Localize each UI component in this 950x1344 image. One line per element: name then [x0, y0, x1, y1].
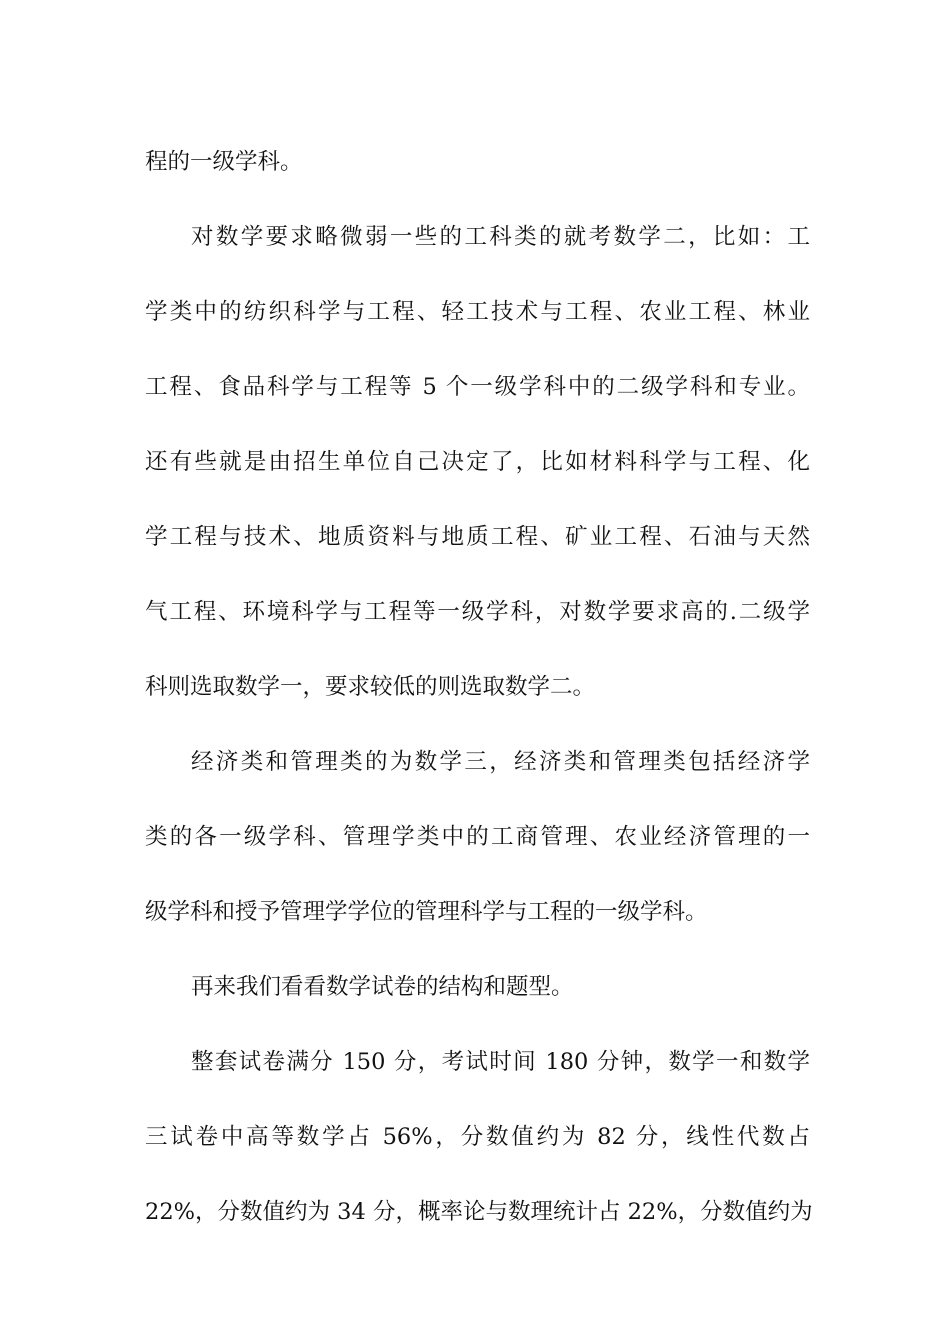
paragraph-line-13: 整套试卷满分 150 分，考试时间 180 分钟，数学一和数学: [191, 1049, 810, 1075]
paragraph-line-12: 再来我们看看数学试卷的结构和题型。: [191, 974, 574, 1000]
document-body: [145, 125, 813, 1250]
paragraph-line-14: 三试卷中高等数学占 56%，分数值约为 82 分，线性代数占: [145, 1124, 810, 1150]
paragraph-line-15: 22%，分数值约为 34 分，概率论与数理统计占 22%，分数值约为: [145, 1199, 813, 1225]
paragraph-line-7: 气工程、环境科学与工程等一级学科，对数学要求高的.二级学: [145, 599, 810, 625]
paragraph-line-10: 类的各一级学科、管理学类中的工商管理、农业经济管理的一: [145, 824, 810, 850]
paragraph-line-11: 级学科和授予管理学学位的管理科学与工程的一级学科。: [145, 899, 708, 925]
paragraph-line-4: 工程、食品科学与工程等 5 个一级学科中的二级学科和专业。: [145, 374, 810, 400]
paragraph-line-8: 科则选取数学一，要求较低的则选取数学二。: [145, 674, 596, 700]
paragraph-line-2: 对数学要求略微弱一些的工科类的就考数学二，比如：工: [191, 224, 810, 250]
text-line-1: 程的一级学科。: [145, 149, 303, 175]
paragraph-line-6: 学工程与技术、地质资料与地质工程、矿业工程、石油与天然: [145, 524, 810, 550]
paragraph-line-3: 学类中的纺织科学与工程、轻工技术与工程、农业工程、林业: [145, 299, 810, 325]
paragraph-line-9: 经济类和管理类的为数学三，经济类和管理类包括经济学: [191, 749, 810, 775]
paragraph-line-5: 还有些就是由招生单位自己决定了，比如材料科学与工程、化: [145, 449, 810, 475]
